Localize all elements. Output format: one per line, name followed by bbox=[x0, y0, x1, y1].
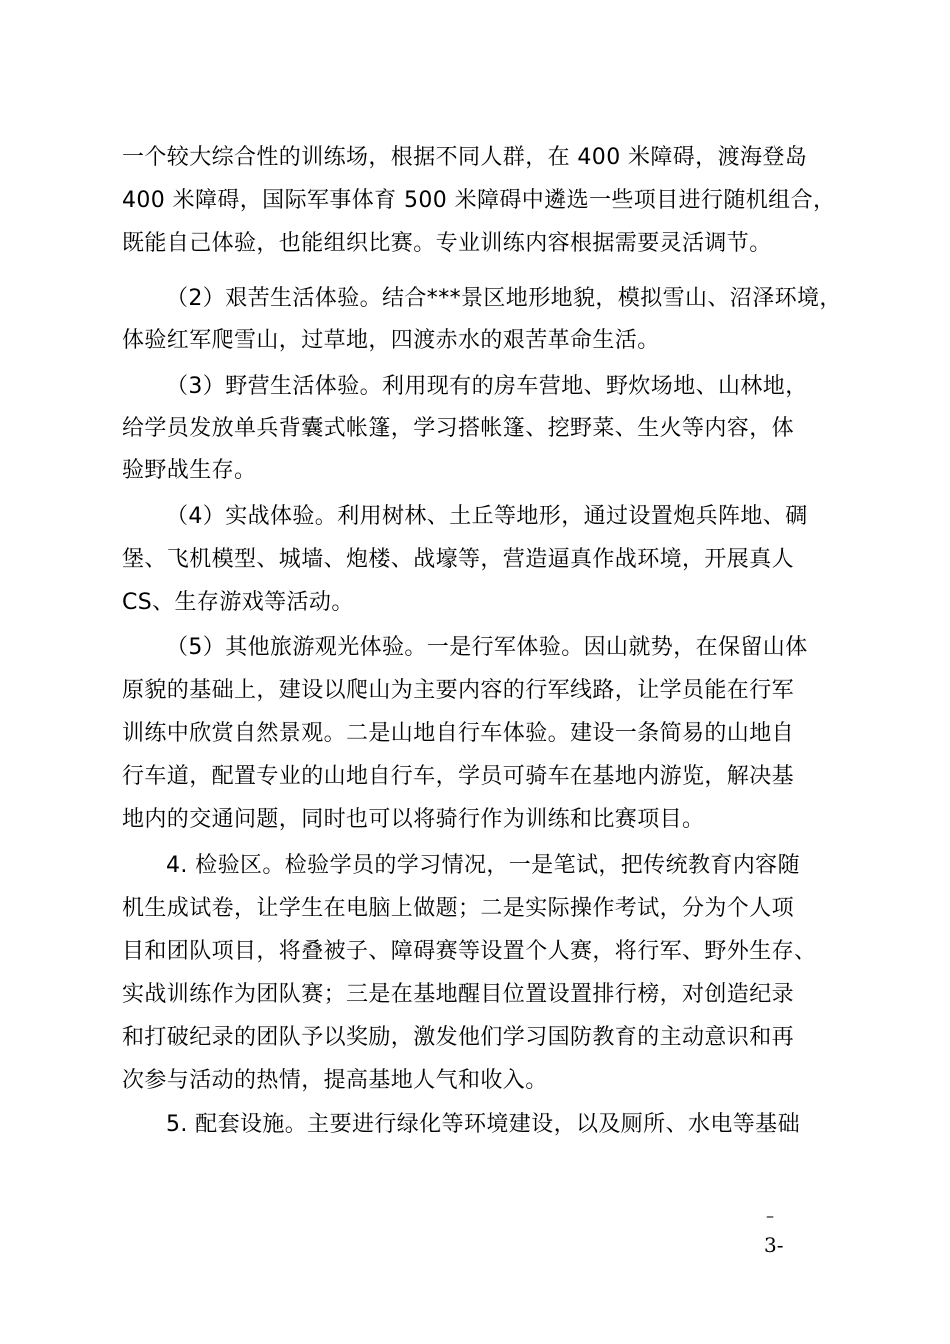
body-text-line: 验野战生存。 bbox=[122, 458, 257, 483]
paragraph-3-heading-line: （3）野营生活体验。利用现有的房车营地、野炊场地、山林地， bbox=[166, 374, 808, 399]
body-text-line: 体验红军爬雪山，过草地，四渡赤水的艰苦革命生活。 bbox=[122, 328, 660, 353]
body-text-line: 机生成试卷，让学生在电脑上做题；二是实际操作考试，分为个人项 bbox=[122, 896, 795, 921]
body-text-line: 既能自己体验，也能组织比赛。专业训练内容根据需要灵活调节。 bbox=[122, 231, 772, 256]
body-text-line: 给学员发放单兵背囊式帐篷，学习搭帐篷、挖野菜、生火等内容，体 bbox=[122, 416, 795, 441]
paragraph-4-heading-line: （4）实战体验。利用树林、土丘等地形，通过设置炮兵阵地、碉 bbox=[166, 504, 808, 529]
page-number-dash: – bbox=[766, 1206, 774, 1225]
paragraph-2-heading-line: （2）艰苦生活体验。结合***景区地形地貌，模拟雪山、沼泽环境， bbox=[166, 286, 842, 311]
body-text-line: 行车道，配置专业的山地自行车，学员可骑车在基地内游览，解决基 bbox=[122, 764, 795, 789]
body-text-line: CS、生存游戏等活动。 bbox=[122, 590, 354, 615]
body-text-line: 目和团队项目，将叠被子、障碍赛等设置个人赛，将行军、野外生存、 bbox=[122, 939, 817, 964]
body-text-line: 原貌的基础上，建设以爬山为主要内容的行军线路，让学员能在行军 bbox=[122, 678, 795, 703]
body-text-line: 400 米障碍，国际军事体育 500 米障碍中遴选一些项目进行随机组合， bbox=[122, 188, 836, 213]
body-text-line: 实战训练作为团队赛；三是在基地醒目位置设置排行榜，对创造纪录 bbox=[122, 982, 795, 1007]
body-text-line: 地内的交通问题，同时也可以将骑行作为训练和比赛项目。 bbox=[122, 807, 705, 832]
body-text-line: 堡、飞机模型、城墙、炮楼、战壕等，营造逼真作战环境，开展真人 bbox=[122, 547, 795, 572]
body-text-line: 训练中欣赏自然景观。二是山地自行车体验。建设一条简易的山地自 bbox=[122, 721, 795, 746]
body-text-line: 一个较大综合性的训练场，根据不同人群，在 400 米障碍，渡海登岛 bbox=[122, 145, 808, 170]
paragraph-5-heading-line: （5）其他旅游观光体验。一是行军体验。因山就势，在保留山体 bbox=[166, 635, 808, 660]
section-4-heading-line: 4. 检验区。检验学员的学习情况，一是笔试，把传统教育内容随 bbox=[166, 853, 800, 878]
section-5-heading-line: 5. 配套设施。主要进行绿化等环境建设，以及厕所、水电等基础 bbox=[166, 1112, 800, 1137]
body-text-line: 次参与活动的热情，提高基地人气和收入。 bbox=[122, 1068, 548, 1093]
body-text-line: 和打破纪录的团队予以奖励，激发他们学习国防教育的主动意识和再 bbox=[122, 1025, 795, 1050]
page-number: 3- bbox=[764, 1233, 784, 1257]
